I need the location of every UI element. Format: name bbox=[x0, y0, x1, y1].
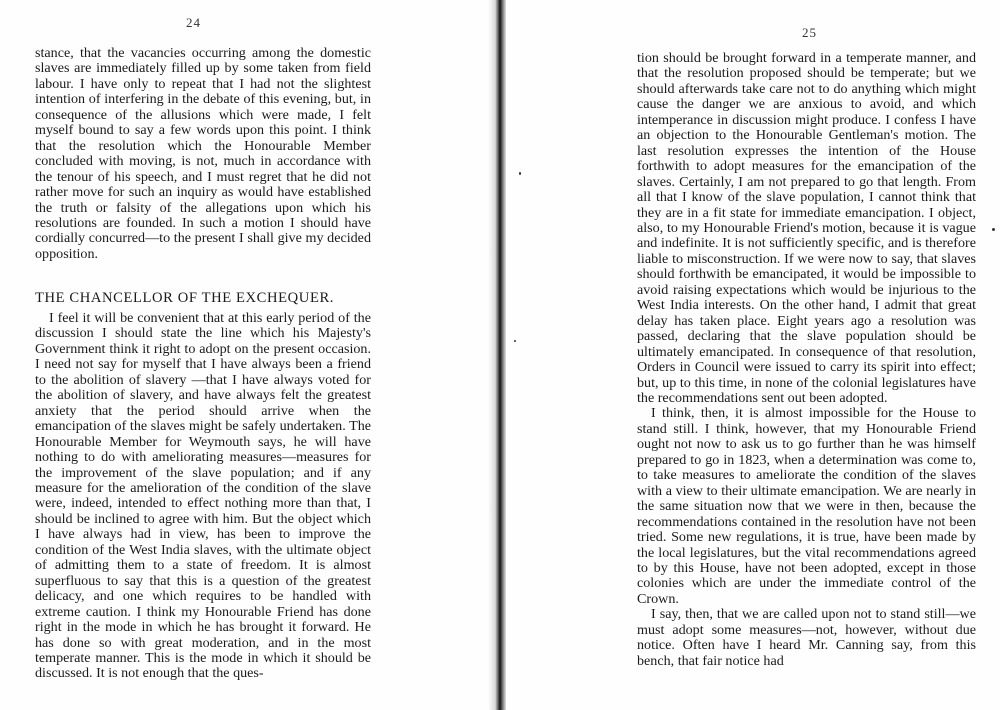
page-number: 25 bbox=[802, 25, 817, 40]
paragraph: I feel it will be convenient that at this early period of the discussion I should state the line which his Majesty's Government think it right to adopt on the present occasion. I need not say for myself that I have always been a friend to the abolition of slavery —that I have always voted for the abolition of slavery, and have always felt the greatest anxiety that the period should arrive when the emancipation of the slaves might be safely undertaken. The Honourable Member for Weymouth says, he will have nothing to do with ameliorating measures—measures for the improvement of the slave population; and if any measure for the amelioration of the condition of the slave were, indeed, intended to effect nothing more than that, I should be inclined to agree with him. But the object which I have always had in view, has been to improve the condition of the West India slaves, with the ultimate object of admitting them to a state of freedom. It is almost superfluous to say that this is a question of the greatest delicacy, and one which requires to be handled with extreme caution. I think my Honourable Friend has done right in the mode in which he has brought it forward. He has done so with great moderation, and in the most temperate manner. This is the mode in which it should be discussed. It is not enough that the ques- bbox=[35, 310, 371, 682]
print-speck bbox=[519, 172, 521, 175]
left-page bbox=[0, 0, 494, 710]
body-text-block bbox=[35, 311, 371, 682]
body-text-block bbox=[637, 51, 976, 669]
print-speck bbox=[514, 340, 516, 342]
paragraph: tion should be brought forward in a temperate manner, and that the resolution proposed should be temperate; but we should afterwards take care not to do anything which might cause the danger we are anxious to avoid, and which intemperance in discussion might produce. I confess I have an objection to the Honourable Gentleman's motion. The last resolution expresses the intention of the House forthwith to adopt measures for the emancipation of the slaves. Certainly, I am not prepared to go that length. From all that I know of the slave population, I cannot think that they are in a fit state for immediate emancipation. I object, also, to my Honourable Friend's motion, because it is vague and indefinite. It is not sufficiently specific, and is therefore liable to misconstruction. If we were now to say, that slaves should forthwith be emancipated, it would be impossible to avoid raising expectations which would be injurious to the West India interests. On the other hand, I admit that great delay has taken place. Eight years ago a resolution was passed, declaring that the slave population should be ultimately emancipated. In consequence of that resolution, Orders in Council were issued to carry its spirit into effect; but, up to this time, in none of the colonial legislatures have the recommendations sent out been adopted. bbox=[637, 50, 976, 406]
paragraph: I think, then, it is almost impossible for the House to stand still. I think, however, that my Honourable Friend ought not now to ask us to go further than he was himself prepared to go in 1823, when a determination was come to, to take measures to ameliorate the condition of the slaves with a view to their ultimate emancipation. We are nearly in the same situation now that we were in then, because the recommendations contained in the resolution have not been tried. Some new regulations, it is true, have been made by the local legislatures, but the vital recommendations agreed to by this House, have not been adopted, except in those colonies which are under the immediate control of the Crown. bbox=[637, 405, 976, 607]
print-speck bbox=[992, 228, 995, 231]
body-text-block bbox=[35, 46, 371, 262]
paragraph: I say, then, that we are called upon not to stand still—we must adopt some measures—not, however, without due notice. Often have I heard Mr. Canning say, from this bench, that fair notice had bbox=[637, 606, 976, 669]
speaker-heading: THE CHANCELLOR OF THE EXCHEQUER. bbox=[35, 290, 335, 306]
page-number: 24 bbox=[186, 15, 201, 30]
right-page bbox=[506, 0, 1000, 710]
paragraph: stance, that the vacancies occurring among the domestic slaves are immediately filled up by some taken from field labour. I have only to repeat that I had not the slightest intention of interfering in the debate of this evening, but, in consequence of the allusions which were made, I felt myself bound to say a few words upon this point. I think that the resolution which the Honourable Member concluded with moving, is not, much in accordance with the tenour of his speech, and I must regret that he did not rather move for such an inquiry as would have established the truth or falsity of the allegations upon which his resolutions are founded. In such a motion I should have cordially concurred—to the present I shall give my decided opposition. bbox=[35, 45, 371, 262]
